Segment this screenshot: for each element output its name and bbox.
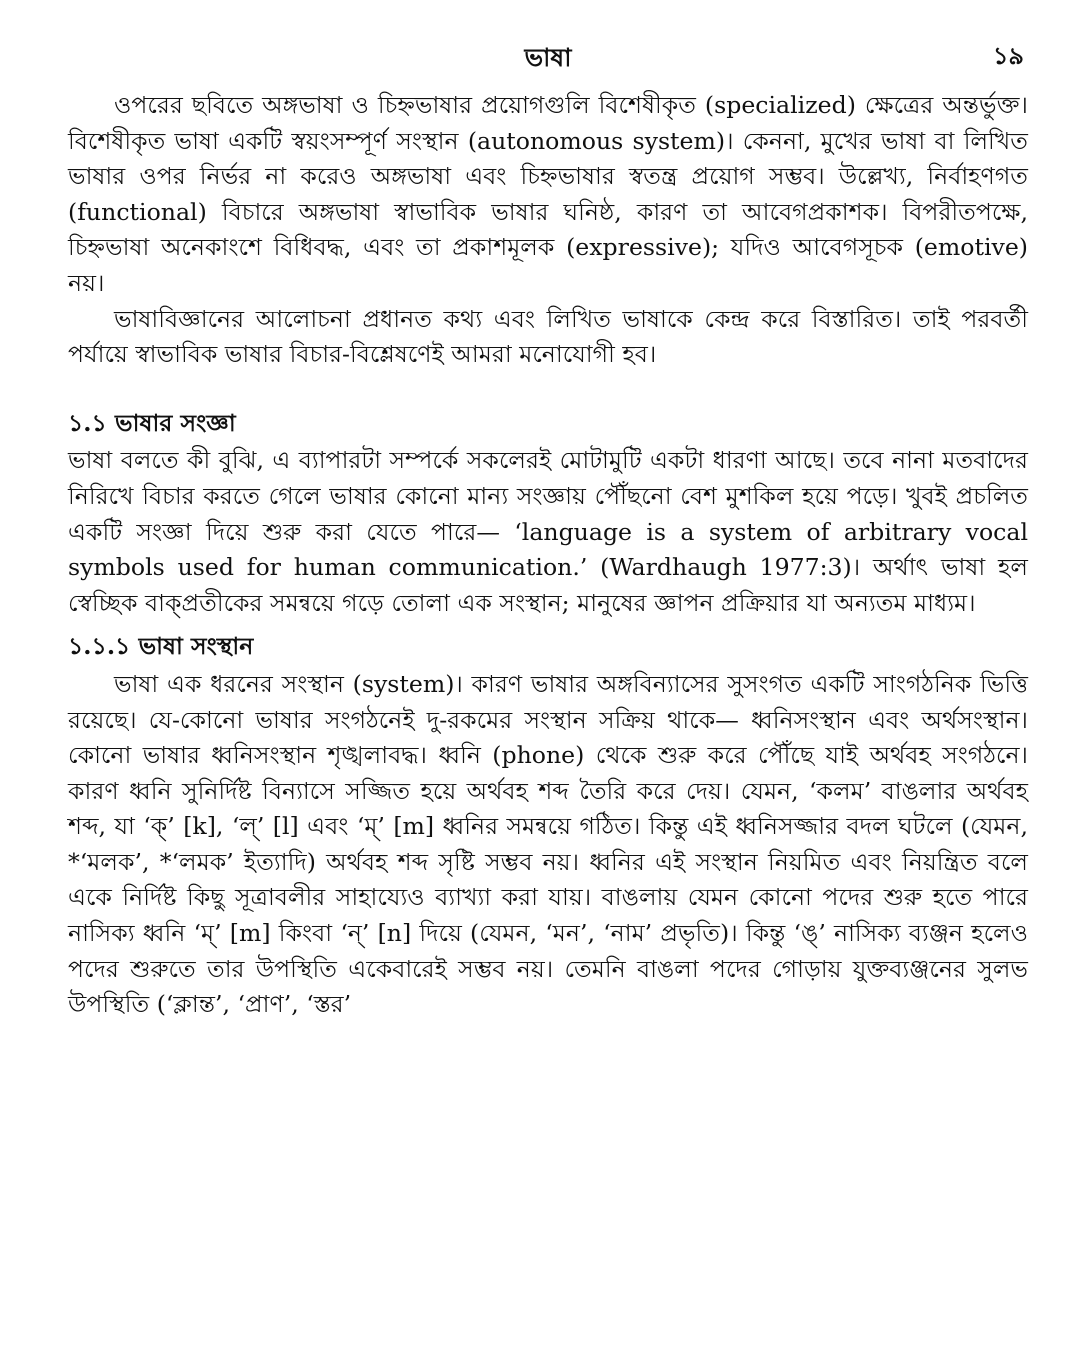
page-number: ১৯: [992, 41, 1024, 70]
subsection-heading-language-system: ১.১.১ ভাষা সংস্থান: [68, 632, 254, 661]
running-header: [68, 34, 1028, 78]
language-definition-paragraph: ভাষা বলতে কী বুঝি, এ ব্যাপারটা সম্পর্কে সকলেরই মোটামুটি একটা ধারণা আছে। তবে নানা মতবাদের নিরিখে বিচার করতে গেলে ভাষার কোনো মান্য সংজ্ঞায় পৌঁছনো বেশ মুশকিল হয়ে পড়ে। খুবই প্রচলিত একটি সংজ্ঞা দিয়ে শুরু করা যেতে পারে— ‘language is a system of arbitrary vocal symbols used for human communication.’ (Wardhaugh 1977:3)। অর্থাৎ ভাষা হল স্বেচ্ছিক বাক্‌প্রতীকের সমন্বয়ে গড়ে তোলা এক সংস্থান; মানুষের জ্ঞাপন প্রক্রিয়ার যা অন্যতম মাধ্যম।: [68, 446, 1028, 617]
section-heading-language-definition: ১.১ ভাষার সংজ্ঞা: [68, 408, 236, 437]
intro-paragraph-1: ওপরের ছবিতে অঙ্গভাষা ও চিহ্নভাষার প্রয়োগগুলি বিশেষীকৃত (specialized) ক্ষেত্রের অন্তর্ভুক্ত। বিশেষীকৃত ভাষা একটি স্বয়ংসম্পূর্ণ সংস্থান (autonomous system)। কেননা, মুখের ভাষা বা লিখিত ভাষার ওপর নির্ভর না করেও অঙ্গভাষা এবং চিহ্নভাষার স্বতন্ত্র প্রয়োগ সম্ভব। উল্লেখ্য, নির্বাহণগত (functional) বিচারে অঙ্গভাষা স্বাভাবিক ভাষার ঘনিষ্ঠ, কারণ তা আবেগপ্রকাশক। বিপরীতপক্ষে, চিহ্নভাষা অনেকাংশে বিধিবদ্ধ, এবং তা প্রকাশমূলক (expressive); যদিও আবেগসূচক (emotive) নয়।: [68, 91, 1028, 297]
intro-paragraph-2: ভাষাবিজ্ঞানের আলোচনা প্রধানত কথ্য এবং লিখিত ভাষাকে কেন্দ্র করে বিস্তারিত। তাই পরবর্তী পর্যায়ে স্বাভাবিক ভাষার বিচার-বিশ্লেষণেই আমরা মনোযোগী হব।: [68, 304, 1028, 369]
running-header-title: ভাষা: [524, 43, 572, 72]
language-system-paragraph: ভাষা এক ধরনের সংস্থান (system)। কারণ ভাষার অঙ্গবিন্যাসের সুসংগত একটি সাংগঠনিক ভিত্তি রয়েছে। যে-কোনো ভাষার সংগঠনেই দু-রকমের সংস্থান সক্রিয় থাকে— ধ্বনিসংস্থান এবং অর্থসংস্থান। কোনো ভাষার ধ্বনিসংস্থান শৃঙ্খলাবদ্ধ। ধ্বনি (phone) থেকে শুরু করে পৌঁছে যাই অর্থবহ সংগঠনে। কারণ ধ্বনি সুনির্দিষ্ট বিন্যাসে সজ্জিত হয়ে অর্থবহ শব্দ তৈরি করে দেয়। যেমন, ‘কলম’ বাঙলার অর্থবহ শব্দ, যা ‘ক্’ [k], ‘ল্’ [l] এবং ‘ম্’ [m] ধ্বনির সমন্বয়ে গঠিত। কিন্তু এই ধ্বনিসজ্জার বদল ঘটলে (যেমন, *‘মলক’, *‘লমক’ ইত্যাদি) অর্থবহ শব্দ সৃষ্টি সম্ভব নয়। ধ্বনির এই সংস্থান নিয়মিত এবং নিয়ন্ত্রিত বলে একে নির্দিষ্ট কিছু সূত্রাবলীর সাহায্যেও ব্যাখ্যা করা যায়। বাঙলায় যেমন কোনো পদের শুরু হতে পারে নাসিক্য ধ্বনি ‘ম্’ [m] কিংবা ‘ন্’ [n] দিয়ে (যেমন, ‘মন’, ‘নাম’ প্রভৃতি)। কিন্তু ‘ঙ্’ নাসিক্য ব্যঞ্জন হলেও পদের শুরুতে তার উপস্থিতি একেবারেই সম্ভব নয়। তেমনি বাঙলা পদের গোড়ায় যুক্তব্যঞ্জনের সুলভ উপস্থিতি (‘ক্লান্ত’, ‘প্রাণ’, ‘স্তর’: [68, 669, 1028, 1019]
